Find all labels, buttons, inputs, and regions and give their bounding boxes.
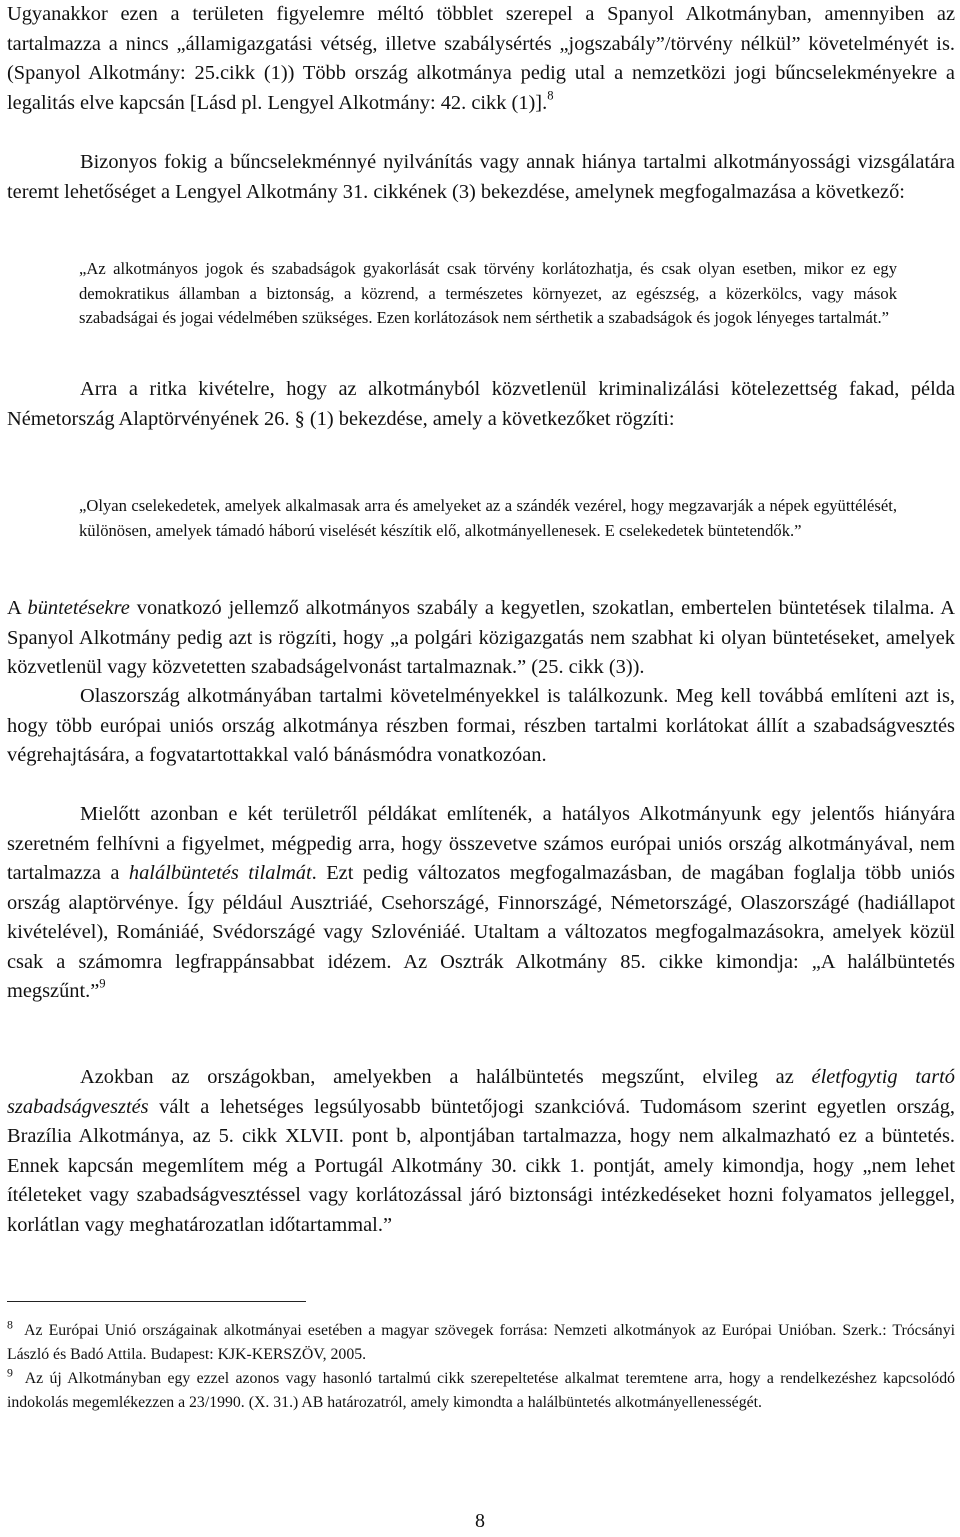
footnote-number: 9 <box>7 1365 13 1380</box>
quote-polish-article: „Az alkotmányos jogok és szabadságok gyakorlását csak törvény korlátozhatja, és csak olyan esetben, mikor ez egy demokratikus államban a biztonság, a közrend, a természetes környezet, az egészség, a közerkölcs, vagy mások szabadságai és jogai védelmében szükséges. Ezen korlátozások nem sérthetik a szabadságok és jogok lényeges tartalmát.” <box>79 259 897 328</box>
paragraph-text: Ugyanakkor ezen a területen figyelemre méltó többlet szerepel a Spanyol Alkotmányban, amennyiben az tartalmazza a nincs „államigazgatási vétség, illetve szabálysértés „jogszabály”/törvény nélkül” követelményét is. (Spanyol Alkotmány: 25.cikk (1)) Több ország alkotmánya pedig utal a nemzetközi jogi bűncselekményekre a legalitás elve kapcsán [Lásd pl. Lengyel Alkotmány: 42. cikk (1)]. <box>7 3 955 114</box>
footnote-separator <box>7 1301 306 1302</box>
footnote-number: 8 <box>7 1317 13 1332</box>
paragraph-german-basic-law <box>7 375 955 434</box>
footnote-text: Az új Alkotmányban egy ezzel azonos vagy hasonló tartalmú cikk szerepeltetése alkalmat teremtene arra, hogy a rendelkezéshez kapcsolódó indokolás megemlékezzen a 23/1990. (X. 31.) AB határozatról, amely kimondta a halálbüntetés alkotmányellenességét. <box>7 1370 955 1411</box>
quote-german-article: „Olyan cselekedetek, amelyek alkalmasak arra és amelyeket az a szándék vezérel, hogy megzavarják a népek együttélését, különösen, amelyek támadó háború viselését készítik elő, alkotmányellenesek. E cselekedetek büntetendők.” <box>79 496 897 540</box>
footnote-ref-8[interactable]: 8 <box>547 88 554 103</box>
page-number: 8 <box>475 1510 485 1532</box>
footnote-9 <box>7 1367 955 1414</box>
footnote-8 <box>7 1319 955 1366</box>
paragraph-text: Bizonyos fokig a bűncselekménnyé nyilvánítás vagy annak hiánya tartalmi alkotmányossági vizsgálatára teremt lehetőséget a Lengyel Alkotmány 31. cikkének (3) bekezdése, amelynek megfogalmazása a következő: <box>7 151 955 203</box>
paragraph-death-penalty: Mielőtt azonban e két területről példákat említenék, a hatályos Alkotmányunk egy jelentős hiányára szeretném felhívni a figyelmet, mégpedig arra, hogy összevetve számos európai uniós ország alkotmányával, nem tartalmazza a halálbüntetés tilalmát. Ezt pedig változatos megfogalmazásban, de magában foglalja több uniós ország alaptörvénye. Így például Ausztriáé, Csehországé, Finnországé, Németországé, Olaszországé (hadiállapot kivételével), Romániáé, Svédországé vagy Szlovéniáé. Utaltam a változatos megfogalmazásokra, amelyek közül csak a számomra legfrappánsabbat idézem. Az Osztrák Alkotmány 85. cikke kimondja: „A halálbüntetés megszűnt.”$^9$ <box>7 803 955 1002</box>
footnote-ref-9[interactable]: 9 <box>99 976 106 991</box>
paragraph-polish-constitution <box>7 148 955 207</box>
paragraph-italy <box>7 682 955 771</box>
paragraph-punishments: A büntetésekre vonatkozó jellemző alkotmányos szabály a kegyetlen, szokatlan, embertelen büntetések tilalma. A Spanyol Alkotmány pedig azt is rögzíti, hogy „a polgári közigazgatás nem szabhat ki olyan büntetéseket, amelyek közvetlenül vagy közvetetten szabadságelvonást tartalmaznak.” (25. cikk (3)). <box>7 597 955 678</box>
footnote-text: Az Európai Unió országainak alkotmányai esetében a magyar szövegek forrása: Nemzeti alkotmányok az Európai Unióban. Szerk.: Trócsányi László és Badó Attila. Budapest: KJK-KERSZÖV, 2005. <box>7 1322 955 1363</box>
paragraph-spanish-constitution <box>7 0 955 118</box>
paragraph-text: Olaszország alkotmányában tartalmi követelményekkel is találkozunk. Meg kell továbbá említeni azt is, hogy több európai uniós ország alkotmánya részben formai, részben tartalmi korlátokat állít a szabadságvesztés végrehajtására, a fogvatartottakkal való bánásmódra vonatkozóan. <box>7 685 955 766</box>
italic-term: halálbüntetés tilalmát <box>128 862 312 884</box>
italic-term: életfogytig tartó szabadságvesztés <box>7 1066 955 1118</box>
paragraph-text: Arra a ritka kivételre, hogy az alkotmányból közvetlenül kriminalizálási kötelezettség fakad, példa Németország Alaptörvényének 26. § (1) bekezdése, amely a következőket rögzíti: <box>7 378 955 430</box>
italic-term: büntetésekre <box>27 597 130 619</box>
paragraph-life-imprisonment: Azokban az országokban, amelyekben a halálbüntetés megszűnt, elvileg az életfogytig tartó szabadságvesztés vált a lehetséges legsúlyosabb büntetőjogi szankcióvá. Tudomásom szerint egyetlen ország, Brazília Alkotmánya, az 5. cikk XLVII. pont b, alpontjában tartalmazza, hogy nem alkalmazható ez a büntetés. Ennek kapcsán megemlítem még a Portugál Alkotmány 30. cikk 1. pontját, amely kimondja, hogy „nem lehet ítéleteket vagy szabadságvesztéssel vagy korlátozással járó biztonsági intézkedéseket hozni folyamatos jelleggel, korlátlan vagy meghatározatlan időtartammal.” <box>7 1066 955 1236</box>
